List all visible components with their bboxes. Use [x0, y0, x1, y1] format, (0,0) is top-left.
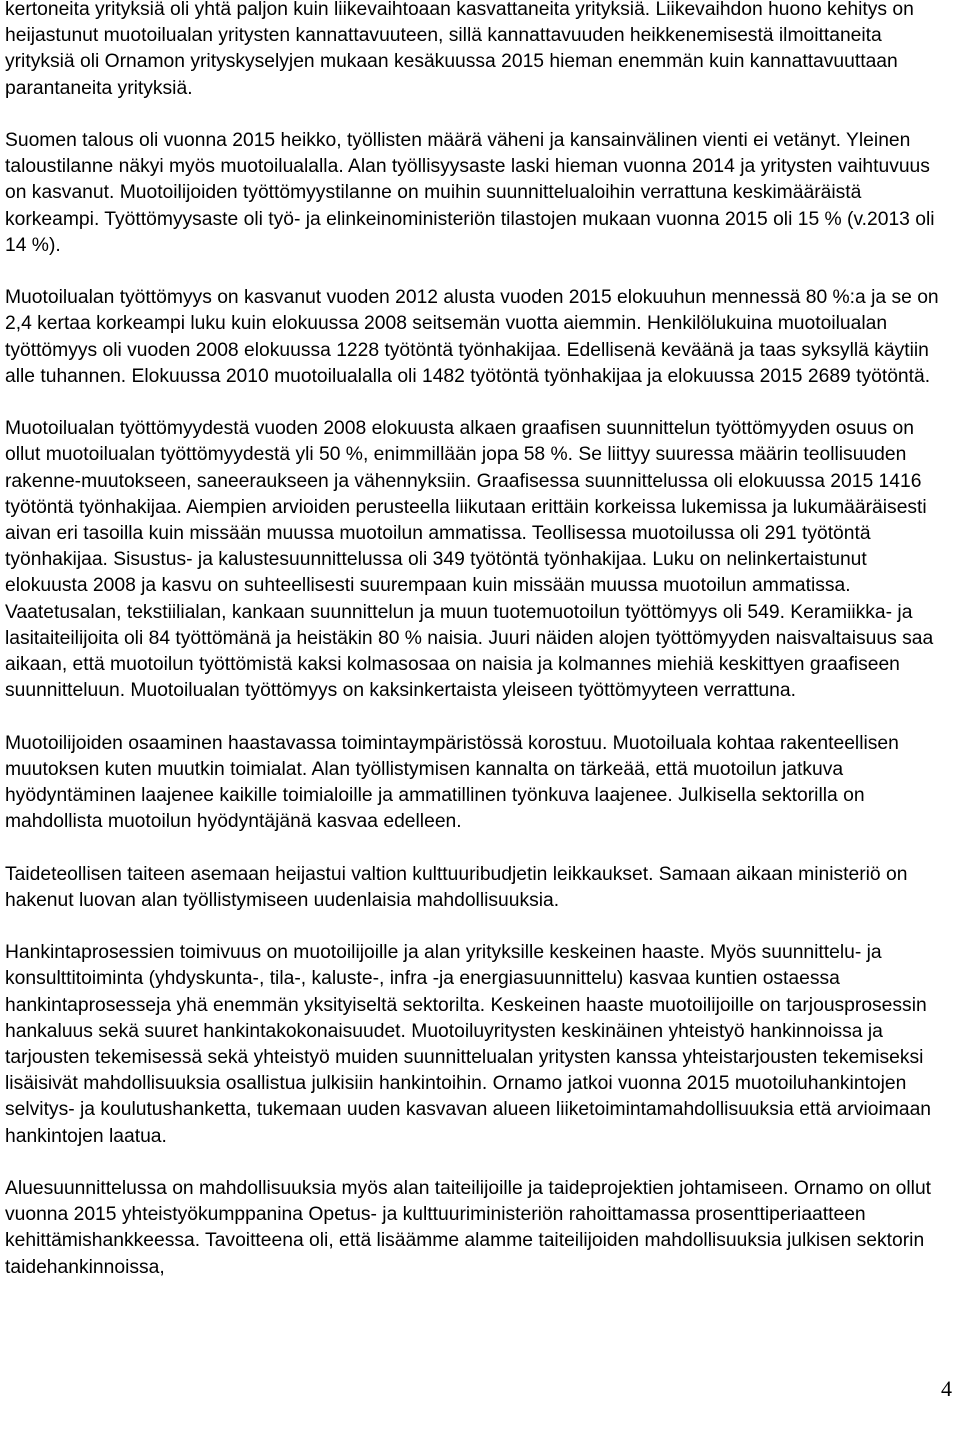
document-page	[5, 0, 950, 1307]
paragraph-profitability: kertoneita yrityksiä oli yhtä paljon kuin liikevaihtoaan kasvattaneita yrityksiä. Liikevaihdon huono kehitys on heijastunut muotoilualan yritysten kannattavuuteen, sillä kannattavuuden heikkenemisestä ilmoittaneita yrityksiä oli Ornamon yrityskyselyjen mukaan kesäkuussa 2015 hieman enemmän kuin kannattavuuttaan parantaneita yrityksiä.	[5, 0, 914, 99]
paragraph-designer-skills: Muotoilijoiden osaaminen haastavassa toimintaympäristössä korostuu. Muotoiluala kohtaa rakenteellisen muutoksen kuten muutkin toimialat. Alan työllistymisen kannalta on tärkeää, että muotoilun jatkuva hyödyntäminen laajenee kaikille toimialoille ja ammatillinen työnkuva laajenee. Julkisella sektorilla on mahdollista muotoilun hyödyntäjänä kasvaa edelleen.	[5, 732, 899, 833]
page-number: 4	[941, 1376, 952, 1401]
paragraph-unemployment-growth: Muotoilualan työttömyys on kasvanut vuoden 2012 alusta vuoden 2015 elokuuhun mennessä 80 %:a ja se on 2,4 kertaa korkeampi luku kuin elokuussa 2008 seitsemän vuotta aiemmin. Henkilölukuina muotoilualan työttömyys oli vuoden 2008 elokuussa 1228 työtöntä työnhakijaa. Edellisenä keväänä ja taas syksyllä käytiin alle tuhannen. Elokuussa 2010 muotoilualalla oli 1482 työtöntä työnhakijaa ja elokuussa 2015 2689 työtöntä.	[5, 287, 939, 387]
paragraph-economy: Suomen talous oli vuonna 2015 heikko, työllisten määrä väheni ja kansainvälinen vienti ei vetänyt. Yleinen taloustilanne näkyi myös muotoilualalla. Alan työllisyysaste laski hieman vuonna 2014 ja yritysten vaihtuvuus on kasvanut. Muotoilijoiden työttömyystilanne on muihin suunnittelualoihin verrattuna keskimääräistä korkeampi. Työttömyysaste oli työ- ja elinkeinoministeriön tilastojen mukaan vuonna 2015 oli 15 % (v.2013 oli 14 %).	[5, 130, 935, 256]
paragraph-regional-planning: Aluesuunnittelussa on mahdollisuuksia myös alan taiteilijoille ja taideprojektien johtamiseen. Ornamo on ollut vuonna 2015 yhteistyökumppanina Opetus- ja kulttuuriministeriön rahoittamassa prosenttiperiaatteen kehittämishankkeessa. Tavoitteena oli, että lisäämme alamme taiteilijoiden mahdollisuuksia julkisen sektorin taidehankinnoissa,	[5, 1178, 932, 1278]
paragraph-art-budget: Taideteollisen taiteen asemaan heijastui valtion kulttuuribudjetin leikkaukset. Samaan aikaan ministeriö on hakenut luovan alan työllistymiseen uudenlaisia mahdollisuuksia.	[5, 863, 908, 911]
paragraph-graphic-design-unemployment: Muotoilualan työttömyydestä vuoden 2008 elokuusta alkaen graafisen suunnittelun työttömyyden osuus on ollut muotoilualan työttömyydestä yli 50 %, enimmillään jopa 58 %. Se liittyy suuressa määrin teollisuuden rakenne-muutokseen, saneeraukseen ja vähennyksiin. Graafisessa suunnittelussa oli elokuussa 2015 1416 työtöntä työnhakijaa. Aiempien arvioiden perusteella liikutaan erittäin korkeissa lukemissa ja lukumääräisesti aivan eri tasoilla kuin missään muussa muotoilun ammatissa. Teollisessa muotoilussa oli 291 työtöntä työnhakijaa. Sisustus- ja kalustesuunnittelussa oli 349 työtöntä työnhakijaa. Luku on nelinkertaistunut elokuusta 2008 ja kasvu on suhteellisesti suurempaan kuin missään muussa muotoilun ammatissa. Vaatetusalan, tekstiilialan, kankaan suunnittelun ja muun tuotemuotoilun työttömyys oli 549. Keramiikka- ja lasitaiteilijoita oli 84 työttömänä ja heistäkin 80 % naisia. Juuri näiden alojen työttömyyden naisvaltaisuus saa aikaan, että muotoilun työttömistä kaksi kolmasosaa on naisia ja kolmannes miehiä keskittyen graafiseen suunnitteluun. Muotoilualan työttömyys on kaksinkertaista yleiseen työttömyyteen verrattuna.	[5, 418, 934, 702]
paragraph-procurement: Hankintaprosessien toimivuus on muotoilijoille ja alan yrityksille keskeinen haaste. Myös suunnittelu- ja konsulttitoiminta (yhdyskunta-, tila-, kaluste-, infra -ja energiasuunnittelu) kasvaa kuntien ostaessa hankintaprosesseja yhä enemmän yksityiseltä sektorilta. Keskeinen haaste muotoilijoille on tarjousprosessin hankaluus sekä suuret hankintakokonaisuudet. Muotoiluyritysten keskinäinen yhteistyö hankinnoissa ja tarjousten tekemisessä sekä yhteistyö muiden suunnittelualan yritysten kanssa yhteistarjousten tekemiseksi lisäisivät mahdollisuuksia osallistua julkisiin hankintoihin. Ornamo jatkoi vuonna 2015 muotoiluhankintojen selvitys- ja koulutushanketta, tukemaan uuden kasvavan alueen liiketoimintamahdollisuuksia että arvioimaan hankintojen laatua.	[5, 942, 932, 1147]
